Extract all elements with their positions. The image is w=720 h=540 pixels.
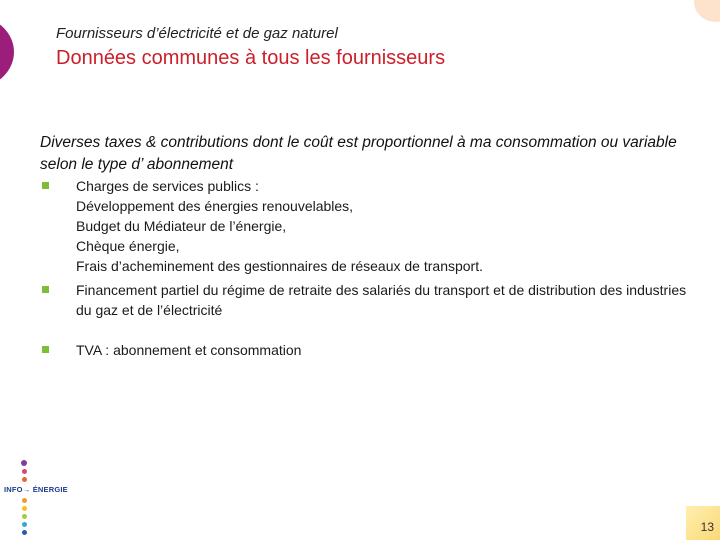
decorative-top-right-shape	[694, 0, 720, 22]
bullet-text: TVA : abonnement et consommation	[76, 342, 302, 358]
logo-dot	[22, 530, 27, 535]
info-energie-logo	[4, 458, 74, 538]
square-bullet-icon	[42, 182, 49, 189]
intro-text: Diverses taxes & contributions dont le coût est proportionnel à ma consommation ou variable selon le type d’ abonnement	[40, 134, 677, 173]
logo-dot	[22, 477, 27, 482]
square-bullet-icon	[42, 346, 49, 353]
bullet-text: Financement partiel du régime de retraite des salariés du transport et de distribution des industries du gaz et de l’électricité	[76, 282, 687, 318]
logo-dot	[22, 514, 27, 519]
logo-label: INFO→ ÉNERGIE	[4, 485, 68, 494]
page-number: 13	[700, 520, 714, 534]
logo-dot	[22, 469, 27, 474]
square-bullet-icon	[42, 286, 49, 293]
logo-dot	[21, 460, 27, 466]
slide-title: Données communes à tous les fournisseurs	[56, 47, 446, 69]
decorative-left-shape	[0, 16, 14, 88]
slide-header	[56, 24, 445, 71]
bullet-item	[40, 176, 700, 280]
bullet-list	[40, 176, 700, 360]
logo-dot	[22, 498, 27, 503]
logo-dot	[22, 522, 27, 527]
slide-subtitle: Fournisseurs d’électricité et de gaz naturel	[56, 25, 338, 42]
bullet-text: Charges de services publics : Développement des énergies renouvelables, Budget du Médiateur de l’énergie, Chèque énergie, Frais d’acheminement des gestionnaires de réseaux de transport.	[76, 178, 483, 274]
bullet-item	[40, 280, 700, 340]
bullet-item	[40, 340, 700, 360]
logo-dot	[22, 506, 27, 511]
